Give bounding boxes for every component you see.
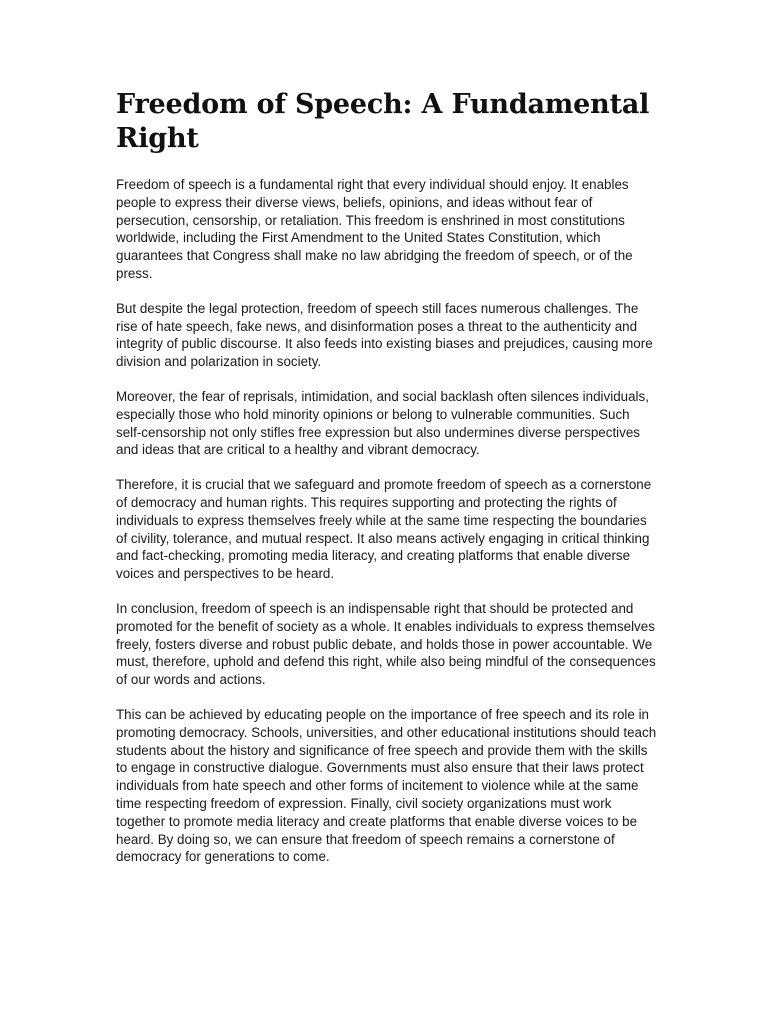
paragraph-safeguard: Therefore, it is crucial that we safeguard and promote freedom of speech as a cornerstone of democracy and human rights. This requires supporting and protecting the rights of individuals to express themselves freely while at the same time respecting the boundaries of civility, tolerance, and mutual respect. It also means actively engaging in critical thinking and fact-checking, promoting media literacy, and creating platforms that enable diverse voices and perspectives to be heard. <box>116 477 652 582</box>
paragraph-education: This can be achieved by educating people on the importance of free speech and its role in promoting democracy. Schools, universities, and other educational institutions should teach students about the history and significance of free speech and provide them with the skills to engage in constructive dialogue. Governments must also ensure that their laws protect individuals from hate speech and other forms of incitement to violence while at the same time respecting freedom of expression. Finally, civil society organizations must work together to promote media literacy and create platforms that enable diverse voices to be heard. By doing so, we can ensure that freedom of speech remains a cornerstone of democracy for generations to come. <box>116 706 657 865</box>
document-title: Freedom of Speech: A Fundamental Right <box>116 89 650 154</box>
paragraph-conclusion: In conclusion, freedom of speech is an indispensable right that should be protected and promoted for the benefit of society as a whole. It enables individuals to express themselves freely, fosters diverse and robust public debate, and holds those in power accountable. We must, therefore, uphold and defend this right, while also being mindful of the consequences of our words and actions. <box>116 600 656 688</box>
paragraph-intro: Freedom of speech is a fundamental right that every individual should enjoy. It enables people to express their diverse views, beliefs, opinions, and ideas without fear of persecution, censorship, or retaliation. This freedom is enshrined in most constitutions worldwide, including the First Amendment to the United States Constitution, which guarantees that Congress shall make no law abridging the freedom of speech, or of the press. <box>116 177 633 281</box>
paragraph-self-censorship: Moreover, the fear of reprisals, intimidation, and social backlash often silences individuals, especially those who hold minority opinions or belong to vulnerable communities. Such self-censorship not only stifles free expression but also undermines diverse perspectives and ideas that are critical to a healthy and vibrant democracy. <box>116 388 649 458</box>
paragraph-challenges: But despite the legal protection, freedom of speech still faces numerous challenges. The rise of hate speech, fake news, and disinformation poses a threat to the authenticity and integrity of public discourse. It also feeds into existing biases and prejudices, causing more division and polarization in society. <box>116 300 653 370</box>
